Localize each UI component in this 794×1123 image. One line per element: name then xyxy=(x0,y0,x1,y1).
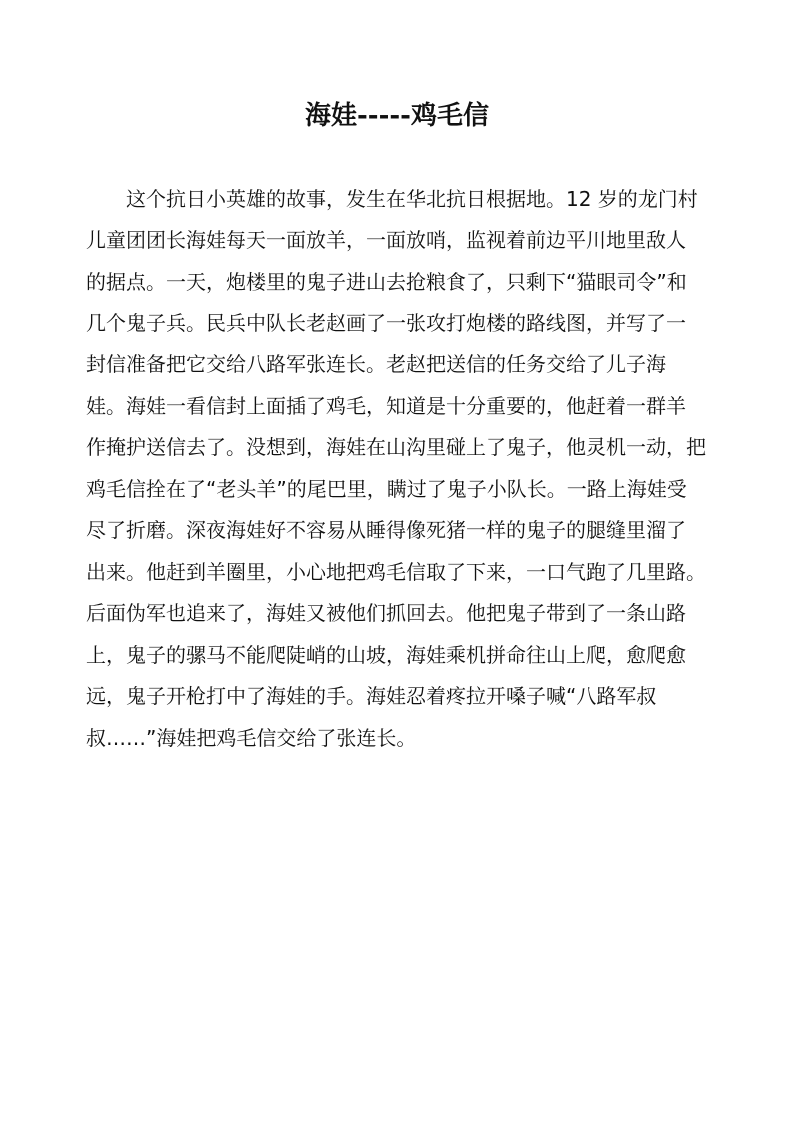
paragraph-line: 几个鬼子兵。民兵中队长老赵画了一张攻打炮楼的路线图，并写了一 xyxy=(86,311,686,335)
paragraph-line: 这个抗日小英雄的故事，发生在华北抗日根据地。12 岁的龙门村 xyxy=(126,187,698,211)
paragraph-line: 的据点。一天，炮楼里的鬼子进山去抢粮食了，只剩下“猫眼司令”和 xyxy=(86,270,687,294)
paragraph-line: 出来。他赶到羊圈里，小心地把鸡毛信取了下来，一口气跑了几里路。 xyxy=(86,560,706,584)
paragraph-line: 作掩护送信去了。没想到，海娃在山沟里碰上了鬼子，他灵机一动，把 xyxy=(86,435,706,459)
paragraph-line: 远，鬼子开枪打中了海娃的手。海娃忍着疼拉开嗓子喊“八路军叔 xyxy=(86,684,657,708)
paragraph-line: 鸡毛信拴在了“老头羊”的尾巴里，瞒过了鬼子小队长。一路上海娃受 xyxy=(86,477,687,501)
page-title: 海娃-----鸡毛信 xyxy=(305,101,489,131)
paragraph-line: 尽了折磨。深夜海娃好不容易从睡得像死猪一样的鬼子的腿缝里溜了 xyxy=(86,518,686,542)
paragraph-line: 娃。海娃一看信封上面插了鸡毛，知道是十分重要的，他赶着一群羊 xyxy=(86,394,686,418)
paragraph-line: 封信准备把它交给八路军张连长。老赵把送信的任务交给了儿子海 xyxy=(86,352,666,376)
paragraph-line: 儿童团团长海娃每天一面放羊，一面放哨，监视着前边平川地里敌人 xyxy=(86,228,686,252)
paragraph-line: 叔……”海娃把鸡毛信交给了张连长。 xyxy=(86,726,417,750)
paragraph-line: 后面伪军也追来了，海娃又被他们抓回去。他把鬼子带到了一条山路 xyxy=(86,601,686,625)
paragraph-line: 上，鬼子的骡马不能爬陡峭的山坡，海娃乘机拼命往山上爬，愈爬愈 xyxy=(86,643,686,667)
